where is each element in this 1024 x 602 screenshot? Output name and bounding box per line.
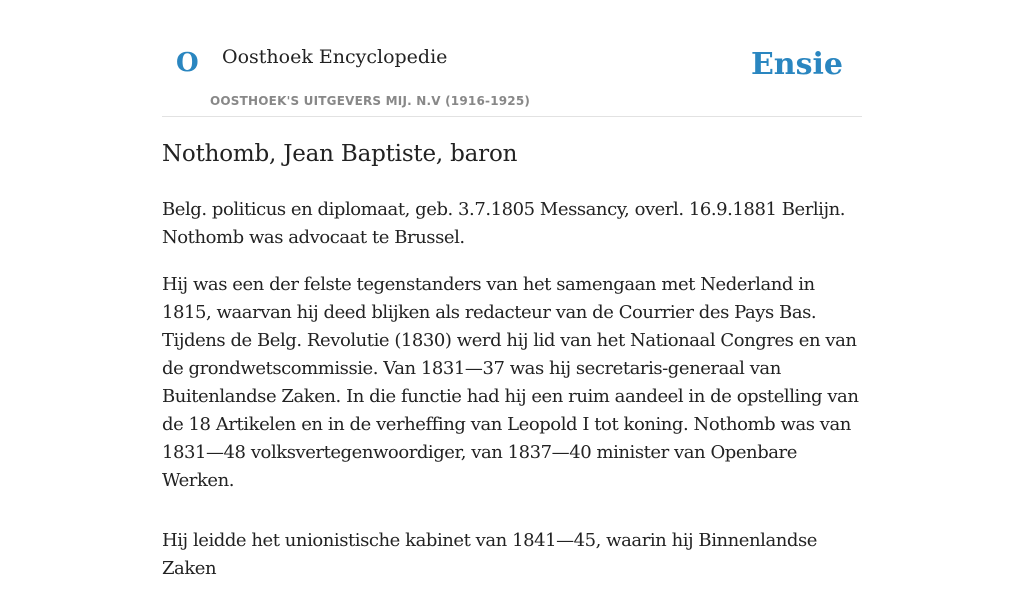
source-title-link[interactable]: Oosthoek Encyclopedie [222, 46, 448, 68]
site-header [162, 0, 862, 117]
source-logo[interactable]: O [176, 48, 199, 78]
article-paragraph: Belg. politicus en diplomaat, geb. 3.7.1805 Messancy, overl. 16.9.1881 Berlijn. Nothomb was advocaat te Brussel. [162, 199, 846, 248]
article [162, 136, 862, 602]
article-paragraph: Hij was een der felste tegenstanders van het samengaan met Nederland in 1815, waarvan hij deed blijken als redacteur van de Courrier des Pays Bas. Tijdens de Belg. Revolutie (1830) werd hij lid van het Nationaal Congres en van de grondwetscommissie. Van 1831—37 was hij secretaris-generaal van Buitenlandse Zaken. In die functie had hij een ruim aandeel in de opstelling van de 18 Artikelen en in de verheffing van Leopold I tot koning. Nothomb was van 1831—48 volksvertegenwoordiger, van 1837—40 minister van Openbare Werken. [162, 274, 859, 491]
article-title: Nothomb, Jean Baptiste, baron [162, 141, 518, 167]
article-paragraph: Hij leidde het unionistische kabinet van 1841—45, waarin hij Binnenlandse Zaken [162, 530, 817, 579]
ensie-logo-link[interactable]: Ensie [750, 47, 843, 82]
source-publisher: OOSTHOEK'S UITGEVERS MIJ. N.V (1916-1925) [210, 94, 531, 108]
